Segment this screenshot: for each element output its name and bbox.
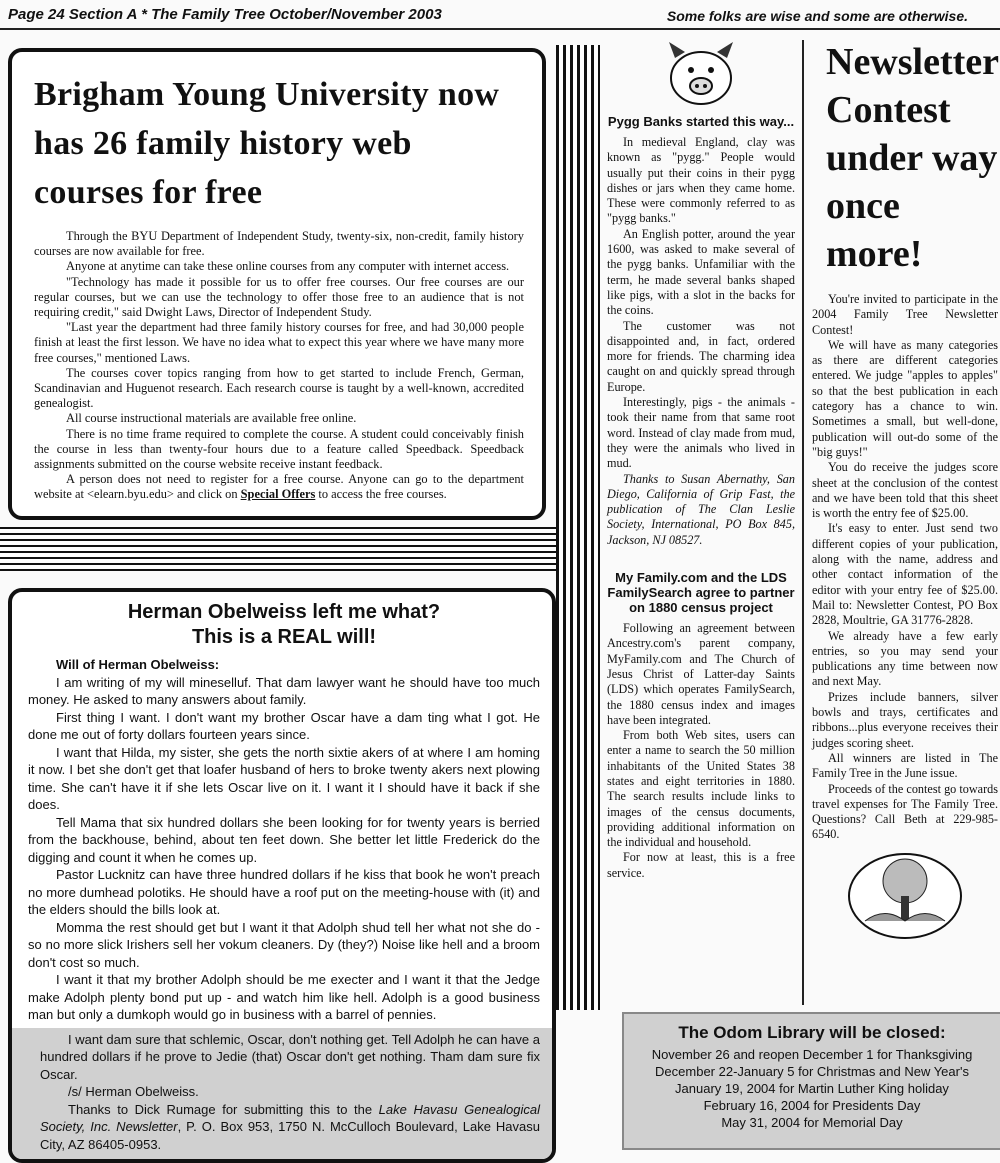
pygg-paragraph: Thanks to Susan Abernathy, San Diego, California of Grip Fast, the publication of The Clan Leslie Society, International, PO Box 845, Jackson, NJ 08527.: [607, 471, 795, 547]
odom-line: May 31, 2004 for Memorial Day: [721, 1115, 903, 1130]
will-paragraph: Momma the rest should get but I want it that Adolph shud tell her what not she do - so no more slick Irishers sell her vokum cleaners. Dy (they?) Noise like hell and a broom don't cost so much.: [28, 919, 540, 970]
middle-column: [607, 40, 795, 881]
will-paragraph: First thing I want. I don't want my brother Oscar have a dam ting what I got. He done me out of forty dollars fourteen years since.: [28, 709, 540, 742]
column-divider-line: [802, 40, 804, 1005]
contest-paragraph: You're invited to participate in the 2004 Family Tree Newsletter Contest!: [812, 292, 998, 337]
pygg-paragraph: The customer was not disappointed and, in fact, ordered more for friends. The charming idea caught on and quickly spread through Europe.: [607, 318, 795, 394]
byu-last-text-end: to access the free courses.: [315, 487, 447, 502]
odom-library-notice: [622, 1012, 1000, 1150]
family-tree-logo-icon: [845, 851, 965, 941]
will-thanks: [40, 1101, 540, 1154]
byu-headline: Brigham Young University now has 26 family history web courses for free: [34, 76, 500, 211]
will-paragraph: I want that Hilda, my sister, she gets the north sixtie akers of at where I am homing it now. I bet she don't get that loafer husband of hers to broke twenty akers next plowing time. She can't have it if she lets Oscar live on it. I want it I should have it back if she does.: [28, 744, 540, 812]
byu-article: [8, 48, 546, 520]
special-offers-link[interactable]: Special Offers: [240, 487, 316, 502]
page-header: [0, 0, 1000, 30]
will-paragraph: Tell Mama that six hundred dollars she been looking for for twenty years is berried from the backhouse, behind, about ten feet down. She better let little Frederick do the digging and count it when he comes up.: [28, 814, 540, 865]
byu-paragraph: Through the BYU Department of Independent Study, twenty-six, non-credit, family history courses are now available for free.: [34, 229, 524, 259]
will-headline-1: Herman Obelweiss left me what?: [127, 601, 441, 623]
contest-paragraph: We will have as many categories as there are different categories entered. We judge "apples to apples" so that the best publication in each category has a chance to win. Sometimes a small, but well-done, publication will out-do some of the "big guys!": [812, 337, 998, 459]
page-header-right: Some folks are wise and some are otherwise.: [666, 8, 968, 24]
pygg-paragraph: In medieval England, clay was known as "pygg." People would usually put their coins in their pygg dishes or jars when they came home. These were commonly referred to as "pygg banks.": [607, 135, 795, 226]
contest-paragraph: Prizes include banners, silver bowls and trays, certificates and ribbons...plus everyone receives their judges scoring sheet.: [812, 689, 998, 750]
will-paragraph: I want it that my brother Adolph should be me execter and I want it that the Jedge make Adolph plenty bond put up - and watch him like hell. Adolph is a good business man but only a dumkoph would go in business with a barrel of pennies.: [28, 972, 540, 1022]
contest-paragraph: We already have a few early entries, so you may send your publications any time between now and next May.: [812, 628, 998, 689]
will-signature: /s/ Herman Obelweiss.: [68, 1084, 199, 1099]
will-article: [8, 588, 556, 1163]
odom-headline: The Odom Library will be closed:: [678, 1023, 946, 1042]
column-divider-bars: [556, 45, 600, 1010]
will-gray-section: [12, 1028, 552, 1160]
pygg-paragraph: Interestingly, pigs - the animals - took their name from that same root word. Instead of clay made from mud, they were the animals who lived in mud.: [607, 395, 795, 471]
will-lead: Will of Herman Obelweiss:: [56, 657, 220, 672]
contest-paragraph: Proceeds of the contest go towards travel expenses for The Family Tree. Questions? Call Beth at 229-985-6540.: [812, 781, 998, 842]
byu-last-text: A person does not need to register for a free course. Anyone can go to the department website at <elearn.byu.edu> and click on: [34, 472, 524, 502]
pig-icon: [661, 40, 741, 110]
horizontal-divider-rules: [0, 527, 556, 571]
will-paragraph: Pastor Lucknitz can have three hundred dollars if he kiss that book he won't preach no more dumhead polotiks. He should have a roof put on the meeting-house with (it) and the elders should the bills look at.: [28, 867, 540, 917]
contest-paragraph: It's easy to enter. Just send two different copies of your publication, along with the name, address and other contact information of the editor with your entry fee of $25.00. Mail to: Newsletter Contest, PO Box 2828, Moultrie, GA 31776-2828.: [812, 521, 998, 628]
byu-paragraph: There is no time frame required to complete the course. A student could conceivably finish the course in less than twenty-four hours due to a feature called Speedback. Speedback assignments submitted on the course website receive instant feedback.: [34, 426, 524, 472]
byu-paragraph: "Last year the department had three family history courses for free, and had 30,000 people finish at least the first lesson. We have no idea what to expect this year where we have many more free courses," mentioned Laws.: [34, 320, 524, 365]
byu-paragraph: "Technology has made it possible for us to offer free courses. Our free courses are our regular courses, but we can use the technology to offer those free to an audience that is not requiring credit," said Dwight Laws, Director of Independent Study.: [34, 274, 524, 320]
odom-line: January 19, 2004 for Martin Luther King holiday: [675, 1081, 949, 1096]
byu-paragraph: The courses cover topics ranging from how to get started to include French, German, Scandinavian and Huguenot research. Each research course is taught by a well-known, accredited genealogist.: [34, 365, 524, 411]
census-paragraph: Following an agreement between Ancestry.com's parent company, MyFamily.com and The Church of Jesus Christ of Latter-day Saints (LDS) which operates FamilySearch, the 1880 census index and images have been integrated.: [607, 621, 795, 727]
thanks-text: Thanks to Dick Rumage for submitting this to the: [68, 1101, 379, 1117]
will-paragraph: I am writing of my will mineselluf. That dam lawyer want he should have too much money. He asked to many answers about family.: [28, 674, 540, 707]
contest-paragraph: You do receive the judges score sheet at the conclusion of the contest and we have been told that this sheet is worth the entry fee of $25.00.: [812, 460, 998, 521]
census-paragraph: From both Web sites, users can enter a name to search the 50 million inhabitants of the United States 38 states and eight territories in 1880. The search results include links to images of the census documents, providing additional information on the individual and household.: [607, 728, 795, 850]
byu-paragraph: [34, 472, 524, 502]
census-headline: My Family.com and the LDS FamilySearch agree to partner on 1880 census project: [607, 570, 795, 616]
byu-paragraph: Anyone at anytime can take these online courses from any computer with internet access.: [66, 259, 510, 274]
pygg-paragraph: An English potter, around the year 1600, was asked to make several of the pygg banks. Unfamiliar with the term, he made several banks shaped like pigs, with a slot in the backs for the coins.: [607, 226, 795, 318]
newsletter-name: Lake Havasu Genealogical Society, Inc. Newsletter: [40, 1101, 540, 1134]
page-header-left: Page 24 Section A * The Family Tree October/November 2003: [8, 6, 442, 23]
pygg-headline: Pygg Banks started this way...: [607, 114, 795, 129]
contest-headline: Newsletter Contest under way once more!: [826, 41, 999, 275]
odom-line: November 26 and reopen December 1 for Thanksgiving: [651, 1047, 973, 1062]
contest-paragraph: All winners are listed in The Family Tree in the June issue.: [812, 750, 998, 781]
byu-paragraph: All course instructional materials are available free online.: [66, 411, 357, 426]
contest-article: [812, 38, 998, 941]
census-paragraph: For now at least, this is a free service.: [607, 850, 795, 880]
odom-line: February 16, 2004 for Presidents Day: [703, 1098, 921, 1113]
odom-line: December 22-January 5 for Christmas and New Year's: [655, 1064, 969, 1079]
will-paragraph: I want dam sure that schlemic, Oscar, don't nothing get. Tell Adolph he can have a hundred dollars if he prove to Jedie (that) Oscar don't get nothing. Tham dam sure fix Oscar.: [40, 1031, 540, 1082]
will-headline-2: This is a REAL will!: [191, 626, 377, 648]
thanks-address: , P. O. Box 953, 1750 N. McCulloch Boulevard, Lake Havasu City, AZ 86405-0953.: [40, 1119, 540, 1152]
